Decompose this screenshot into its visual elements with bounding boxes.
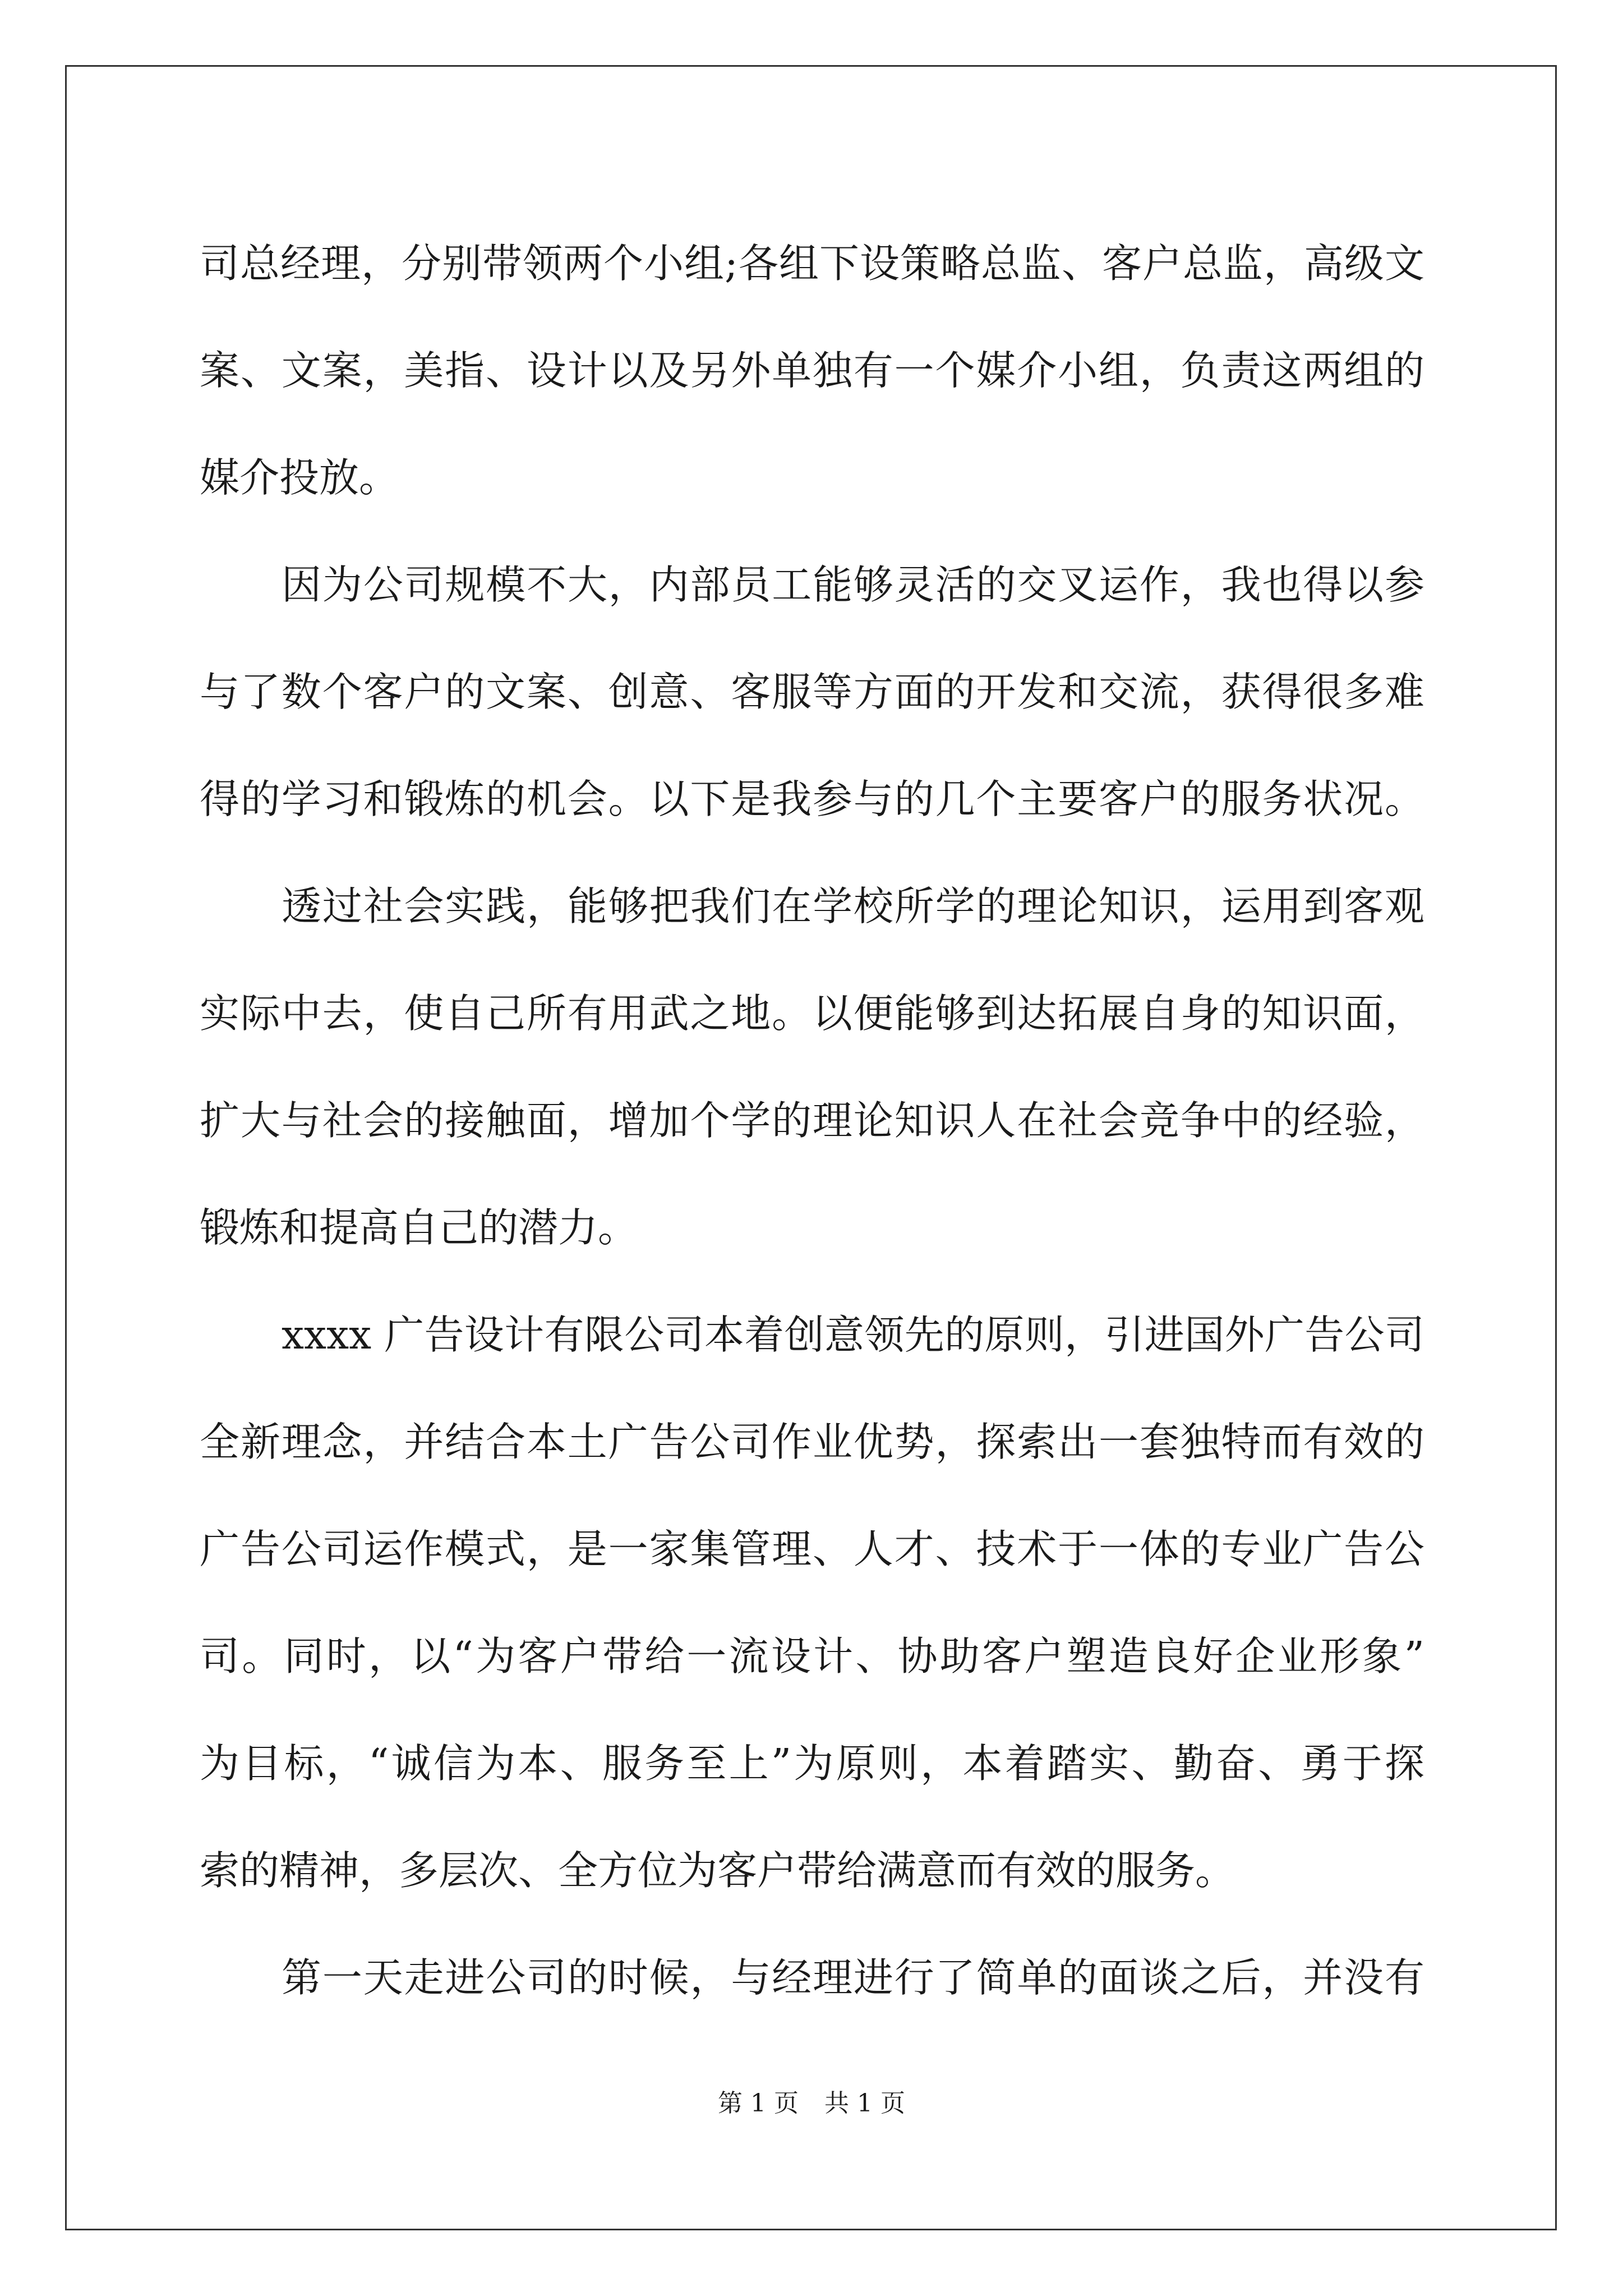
paragraph: [200, 531, 1424, 853]
text-line: 实际中去，使自己所有用武之地。以便能够到达拓展自身的知识面，: [200, 990, 1424, 1037]
text-line: 因为公司规模不大，内部员工能够灵活的交叉运作，我也得以参: [282, 562, 1424, 608]
text-line: 第一天走进公司的时候，与经理进行了简单的面谈之后，并没有: [282, 1954, 1424, 2001]
text-line: 锻炼和提高自己的潜力。: [200, 1204, 638, 1251]
text-line: 媒介投放。: [200, 454, 399, 501]
text-line: 透过社会实践，能够把我们在学校所学的理论知识，运用到客观: [282, 883, 1424, 930]
paragraph: [200, 1924, 1424, 2031]
text-line: 广告公司运作模式，是一家集管理、人才、技术于一体的专业广告公: [200, 1526, 1424, 1572]
paragraph: [200, 210, 1424, 531]
document-body: [200, 210, 1424, 2031]
page-footer: [0, 2087, 1623, 2120]
text-line: 与了数个客户的文案、创意、客服等方面的开发和交流，获得很多难: [200, 669, 1424, 715]
page-number-current: 第 1 页: [718, 2089, 799, 2118]
text-line: 司总经理，分别带领两个小组;各组下设策略总监、客户总监，高级文: [200, 240, 1424, 287]
text-line: 扩大与社会的接触面，增加个学的理论知识人在社会竞争中的经验，: [200, 1097, 1424, 1144]
text-line: xxxx 广告设计有限公司本着创意领先的原则，引进国外广告公司: [282, 1312, 1424, 1358]
text-line: 索的精神，多层次、全方位为客户带给满意而有效的服务。: [200, 1847, 1235, 1894]
text-line: 全新理念，并结合本土广告公司作业优势，探索出一套独特而有效的: [200, 1419, 1424, 1465]
text-line: 司。同时，以“为客户带给一流设计、协助客户塑造良好企业形象”: [200, 1633, 1424, 1680]
paragraph: [200, 1281, 1424, 1924]
text-line: 得的学习和锻炼的机会。以下是我参与的几个主要客户的服务状况。: [200, 776, 1424, 822]
text-line: 案、文案，美指、设计以及另外单独有一个媒介小组，负责这两组的: [200, 347, 1424, 394]
page-number-total: 共 1 页: [824, 2089, 905, 2118]
paragraph: [200, 853, 1424, 1281]
text-line: 为目标，“诚信为本、服务至上”为原则，本着踏实、勤奋、勇于探: [200, 1740, 1424, 1787]
